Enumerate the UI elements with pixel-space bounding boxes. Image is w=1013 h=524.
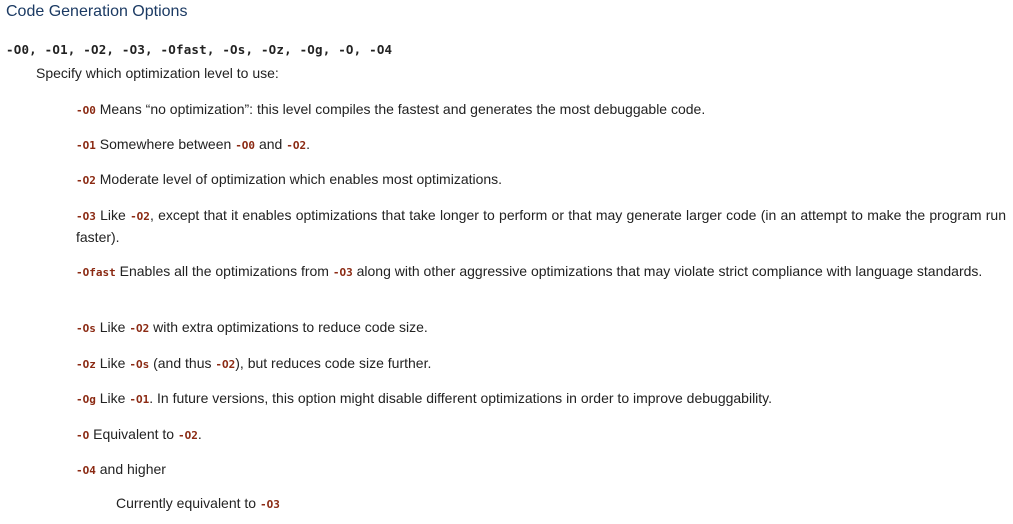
option-item-o1 <box>76 134 1006 156</box>
option-item-ofast <box>76 261 1006 283</box>
option-text: and <box>258 136 283 152</box>
option-text: Like <box>99 390 126 406</box>
option-flag: -O0 <box>76 104 96 117</box>
option-flag: -O <box>76 429 90 442</box>
option-ref: -O3 <box>259 498 280 511</box>
option-ref: -O2 <box>286 139 307 152</box>
option-item-o2 <box>76 169 1006 191</box>
option-flag: -O2 <box>76 174 96 187</box>
option-ref: -O2 <box>130 210 150 223</box>
option-text: Like <box>100 207 126 223</box>
option-ref: -O0 <box>235 139 256 152</box>
option-flag: -O4 <box>76 464 96 477</box>
option-ref: -O2 <box>129 322 150 335</box>
option-item-o0 <box>76 99 1006 121</box>
option-flag: -Og <box>76 393 96 406</box>
option-text: Like <box>99 319 126 335</box>
option-flag: -Os <box>76 322 96 335</box>
option-item-o <box>76 424 1006 446</box>
option-text: ), but reduces code size further. <box>235 355 432 371</box>
option-text: , except that it enables optimizations that take longer to perform or that may generate larger code (in an attempt to make the program run faster). <box>76 207 1006 245</box>
option-text: Like <box>99 355 126 371</box>
option-item-og <box>76 388 1006 410</box>
option-text: Equivalent to <box>93 426 175 442</box>
option-flag: -O1 <box>76 139 96 152</box>
option-flag: -Oz <box>76 358 96 371</box>
option-item-oz <box>76 353 1006 375</box>
option-text: with extra optimizations to reduce code size. <box>153 319 428 335</box>
option-item-o3 <box>76 205 1006 248</box>
option-text: along with other aggressive optimizations that may violate strict compliance with language standards. <box>356 263 983 279</box>
option-text: and higher <box>99 461 166 477</box>
option-signature: -O0, -O1, -O2, -O3, -Ofast, -Os, -Oz, -Og, -O, -O4 <box>6 42 393 57</box>
option-text: Enables all the optimizations from <box>119 263 329 279</box>
option-text: . <box>306 136 310 152</box>
option-description: Specify which optimization level to use: <box>36 65 279 81</box>
option-ref: -O2 <box>177 429 198 442</box>
option-subitem-o4 <box>116 495 280 511</box>
option-ref: -O2 <box>215 358 236 371</box>
option-ref: -O3 <box>332 266 353 279</box>
option-item-o4 <box>76 459 1006 481</box>
option-text: Moderate level of optimization which enables most optimizations. <box>99 171 503 187</box>
option-text: (and thus <box>153 355 212 371</box>
option-text: Somewhere between <box>99 136 232 152</box>
option-item-os <box>76 317 1006 339</box>
option-flag: -Ofast <box>76 266 116 279</box>
option-text: Currently equivalent to <box>116 495 257 511</box>
option-text: . In future versions, this option might disable different optimizations in order to improve debuggability. <box>149 390 773 406</box>
option-ref: -Os <box>129 358 150 371</box>
section-title: Code Generation Options <box>6 3 188 20</box>
option-flag: -O3 <box>76 210 96 223</box>
option-text: Means “no optimization”: this level compiles the fastest and generates the most debuggable code. <box>99 101 706 117</box>
option-text: . <box>197 426 202 442</box>
option-ref: -O1 <box>129 393 150 406</box>
